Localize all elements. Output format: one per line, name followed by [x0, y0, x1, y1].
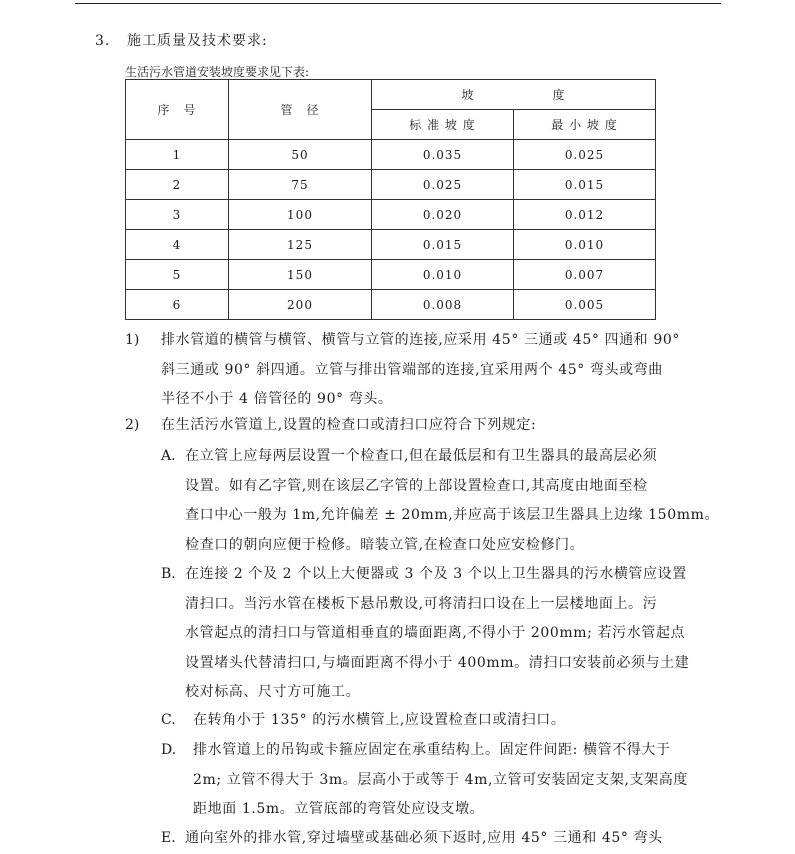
- table-header-row: [126, 80, 656, 110]
- section-title: 施工质量及技术要求:: [127, 33, 268, 49]
- text-line: 排水管道上的吊钩或卡箍应固定在承重结构上。固定件间距: 横管不得大于: [193, 742, 671, 758]
- text-line: 检查口的朝向应便于检修。暗装立管,在检查口处应安检修门。: [185, 536, 585, 553]
- text-line: 斜三通或 90° 斜四通。立管与排出管端部的连接,宜采用两个 45° 弯头或弯曲: [161, 361, 663, 378]
- text-line: 在转角小于 135° 的污水横管上,应设置检查口或清扫口。: [193, 712, 566, 728]
- subitem-paragraph: [185, 560, 689, 708]
- subitem-marker: B.: [161, 566, 176, 582]
- subitem-paragraph: [193, 706, 565, 736]
- text-line: 距地面 1.5m。立管底部的弯管处应设支墩。: [193, 801, 485, 817]
- text-line: 在立管上应每两层设置一个检查口,但在最低层和有卫生器具的最高层必须: [185, 448, 658, 464]
- text-line: 设置堵头代替清扫口,与墙面距离不得小于 400mm。清扫口安装前必须与土建: [185, 654, 690, 671]
- page-top-rule: [75, 3, 721, 4]
- text-line: 清扫口。当污水管在楼板下悬吊敷设,可将清扫口设在上一层楼地面上。污: [185, 595, 658, 612]
- subitem-marker: D.: [161, 742, 177, 758]
- item-marker: 2): [125, 417, 140, 433]
- cell-index: 3: [126, 200, 229, 230]
- subitem-marker: A.: [161, 448, 176, 464]
- cell-diameter: 125: [229, 230, 372, 260]
- text-line: 校对标高、尺寸方可施工。: [185, 684, 361, 700]
- subitem-marker: C.: [161, 712, 176, 728]
- cell-diameter: 200: [229, 290, 372, 320]
- text-line: 通向室外的排水管,穿过墙壁或基础必须下返时,应用 45° 三通和 45° 弯头: [185, 830, 663, 846]
- cell-index: 2: [126, 170, 229, 200]
- subitem-marker: E.: [161, 830, 176, 846]
- text-line: 排水管道的横管与横管、横管与立管的连接,应采用 45° 三通或 45° 四通和 90°: [161, 332, 680, 348]
- cell-diameter: 150: [229, 260, 372, 290]
- cell-standard-slope: 0.020: [372, 200, 514, 230]
- table-row: [126, 200, 656, 230]
- cell-minimum-slope: 0.012: [514, 200, 656, 230]
- cell-minimum-slope: 0.025: [514, 140, 656, 170]
- subitem-paragraph: [185, 824, 663, 854]
- cell-index: 5: [126, 260, 229, 290]
- table-row: [126, 170, 656, 200]
- text-line: 半径不小于 4 倍管径的 90° 弯头。: [161, 391, 393, 407]
- cell-index: 1: [126, 140, 229, 170]
- text-line: 水管起点的清扫口与管道相垂直的墙面距离,不得小于 200mm; 若污水管起点: [185, 625, 686, 641]
- cell-minimum-slope: 0.007: [514, 260, 656, 290]
- table-row: [126, 230, 656, 260]
- text-line: 2m; 立管不得大于 3m。层高小于或等于 4m,立管可安装固定支架,支架高度: [193, 771, 688, 788]
- header-diameter: 管 径: [229, 80, 372, 140]
- subitem-paragraph: [185, 442, 719, 560]
- header-index: 序 号: [126, 80, 229, 140]
- cell-diameter: 75: [229, 170, 372, 200]
- cell-index: 6: [126, 290, 229, 320]
- cell-standard-slope: 0.015: [372, 230, 514, 260]
- item-paragraph: [161, 326, 680, 415]
- slope-table: [125, 79, 656, 320]
- header-minimum-slope: 最 小 坡 度: [514, 110, 656, 140]
- text-line: 查口中心一般为 1m,允许偏差 ± 20mm,并应高于该层卫生器具上边缘 150mm。: [185, 507, 720, 523]
- cell-standard-slope: 0.008: [372, 290, 514, 320]
- table-row: [126, 290, 656, 320]
- cell-standard-slope: 0.035: [372, 140, 514, 170]
- section-number: 3.: [95, 33, 111, 49]
- table-row: [126, 260, 656, 290]
- text-line: 设置。如有乙字管,则在该层乙字管的上部设置检查口,其高度由地面至检: [185, 477, 648, 494]
- cell-standard-slope: 0.025: [372, 170, 514, 200]
- header-standard-slope: 标 准 坡 度: [372, 110, 514, 140]
- table-row: [126, 140, 656, 170]
- cell-index: 4: [126, 230, 229, 260]
- section-heading: [95, 30, 268, 50]
- cell-minimum-slope: 0.005: [514, 290, 656, 320]
- table-caption: 生活污水管道安装坡度要求见下表:: [125, 65, 310, 79]
- text-line: 在生活污水管道上,设置的检查口或清扫口应符合下列规定:: [161, 417, 537, 433]
- cell-minimum-slope: 0.015: [514, 170, 656, 200]
- cell-diameter: 100: [229, 200, 372, 230]
- item-marker: 1): [125, 332, 140, 348]
- cell-minimum-slope: 0.010: [514, 230, 656, 260]
- header-slope: 坡 度: [372, 80, 656, 110]
- cell-diameter: 50: [229, 140, 372, 170]
- cell-standard-slope: 0.010: [372, 260, 514, 290]
- subitem-paragraph: [193, 736, 688, 825]
- item-paragraph: [161, 411, 536, 441]
- text-line: 在连接 2 个及 2 个以上大便器或 3 个及 3 个以上卫生器具的污水横管应设置: [185, 566, 687, 582]
